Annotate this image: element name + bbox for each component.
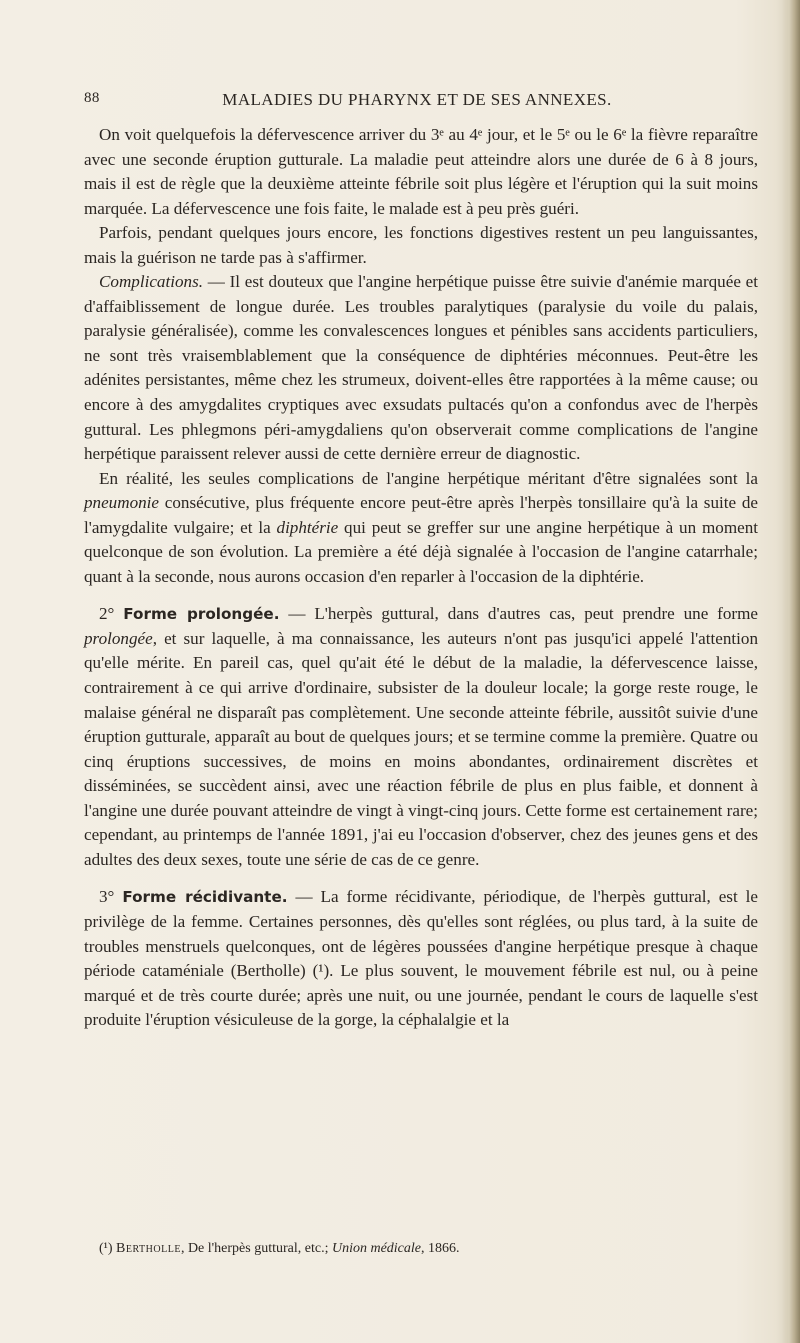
paragraph-complications-reality: En réalité, les seules complications de l'angine herpétique méritant d'être signalées sont la pneumonie consécutive, plus fréquente encore peut-être après l'herpès tonsillaire qu'à la suite de l'amygdalite vulgaire; et la diphtérie qui peut se greffer sur une angine herpétique à un moment quelconque de son évolution. La première a été déjà signalée à l'occasion de l'angine catarrhale; quant à la seconde, nous aurons occasion d'en reparler à l'occasion de la diphtérie. xyxy=(84,468,758,586)
footnote-author: Bertholle xyxy=(116,1241,181,1256)
section-heading: Forme prolongée. xyxy=(123,605,280,624)
footnote-journal: Union médicale xyxy=(331,1241,421,1256)
page-number: 88 xyxy=(84,90,100,106)
paragraph-convalescence: Parfois, pendant quelques jours encore, les fonctions digestives restent un peu languissantes, mais la guérison ne tarde pas à s'affirmer. xyxy=(84,223,758,267)
section-number: 3° xyxy=(99,887,115,907)
section-forme-recidivante: 3° Forme récidivante. — La forme récidivante, périodique, de l'herpès guttural, est le privilège de la femme. Certaines personnes, dès qu'elles sont réglées, ou plus tard, à la suite de troubles menstruels quelconques, ont de légères poussées d'angine herpétique presque à chaque période cataméniale (Bertholle) (¹). Le plus souvent, le mouvement fébrile est nul, ou à peine marqué et de très courte durée; après une nuit, ou une journée, pendant le cours de laquelle s'est produite l'éruption vésiculeuse de la gorge, la céphalalgie et la xyxy=(84,887,758,1030)
section-heading: Forme récidivante. xyxy=(122,888,288,907)
page-header xyxy=(72,90,762,112)
paragraph-defervescence: On voit quelquefois la défervescence arriver du 3ᵉ au 4ᵉ jour, et le 5ᵉ ou le 6ᵉ la fièvre reparaître avec une seconde éruption gutturale. La maladie peut atteindre alors une durée de 6 à 8 jours, mais il est de règle que la deuxième atteinte fébrile soit plus légère et l'éruption qui la suit moins marquée. La défervescence une fois faite, le malade est à peu près guéri. xyxy=(84,125,758,218)
section-forme-prolongee: 2° Forme prolongée. — L'herpès guttural, dans d'autres cas, peut prendre une forme prolongée, et sur laquelle, à ma connaissance, les auteurs n'ont pas jusqu'ici appelé l'attention qu'elle mérite. En pareil cas, quel qu'ait été le début de la maladie, la défervescence laisse, contrairement à ce qui arrive d'ordinaire, subsister de la douleur locale; la gorge reste rouge, le malaise général ne disparaît pas complètement. Une seconde atteinte fébrile, aussitôt suivie d'une éruption gutturale, apparaît au bout de quelques jours; et se termine comme la première. Quatre ou cinq éruptions successives, de moins en moins abondantes, ordinairement discrètes et disséminées, se succèdent ainsi, avec une réaction fébrile de plus en plus faible, et donnent à l'angine une durée pouvant atteindre de vingt à vingt-cinq jours. Cette forme est certainement rare; cependant, au printemps de l'année 1891, j'ai eu l'occasion d'observer, chez des jeunes gens et des adultes des deux sexes, toute une série de cas de ce genre. xyxy=(84,604,758,869)
footnote-mark: (¹) xyxy=(99,1241,113,1256)
paragraph-complications: Complications. — Il est douteux que l'angine herpétique puisse être suivie d'anémie marquée et d'affaiblissement de longue durée. Les troubles paralytiques (paralysie du voile du palais, paralysie généralisée), comme les convalescences longues et pénibles sans accidents particuliers, ne sont très vraisemblablement que la conséquence de diphtéries méconnues. Peut-être les adénites persistantes, même chez les strumeux, doivent-elles être rapportées à la même cause; ou encore à des amygdalites cryptiques avec exsudats pultacés qu'on a confondus avec de l'herpès guttural. Les phlegmons péri-amygdaliens qu'on observerait comme complications de l'angine herpétique paraissent relever aussi de cette dernière erreur de diagnostic. xyxy=(84,272,758,464)
running-title: MALADIES DU PHARYNX ET DE SES ANNEXES. xyxy=(222,90,612,109)
section-number: 2° xyxy=(99,604,115,624)
page-edge-shadow xyxy=(782,0,800,1343)
footnote: (¹) Bertholle, De l'herpès guttural, etc.; Union médicale, 1866. xyxy=(99,1241,460,1256)
body-text xyxy=(84,123,758,1033)
complications-heading: Complications. xyxy=(99,272,203,292)
